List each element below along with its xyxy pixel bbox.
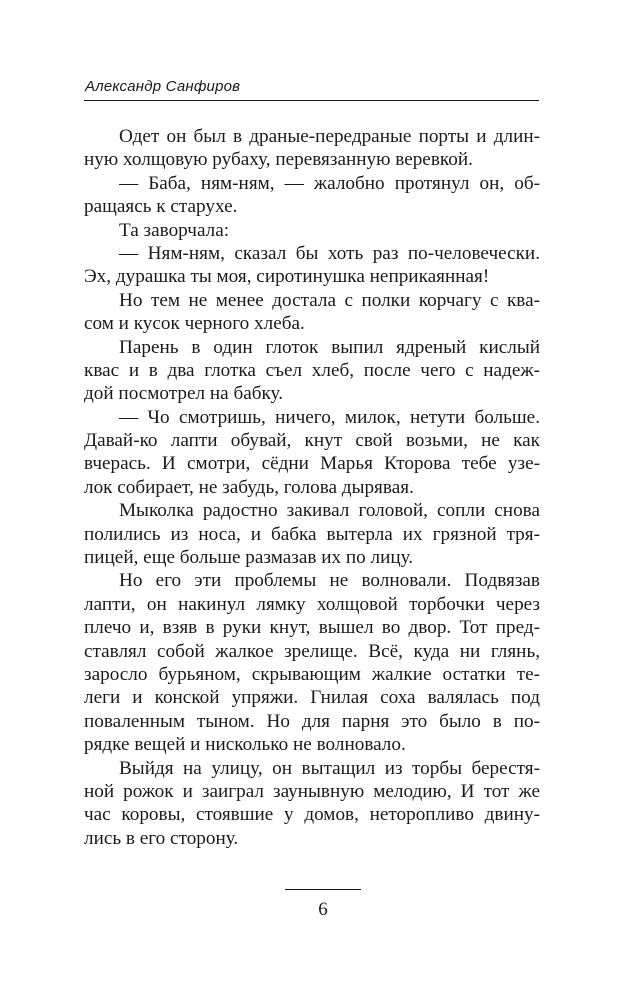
text-line: — Баба, ням-ням, — жалобно протянул он, об- [119,172,540,194]
text-line: поваленным тыном. Но для парня это было в по- [84,710,540,732]
text-line: ставлял собой жалкое зрелище. Всё, куда ни глянь, [84,640,540,662]
text-line: Одет он был в драные-передраные порты и длин- [119,126,540,147]
text-line: вчерась. И смотри, сёдни Марья Кторова тебе узе- [84,453,540,475]
text-line: Мыколка радостно закивал головой, сопли снова [119,500,540,522]
text-line: Выйдя на улицу, он вытащил из торбы берестя- [119,757,540,779]
text-line: сом и кусок черного хлеба. [84,313,305,335]
text-line: Та заворчала: [119,219,230,241]
text-line: Но тем не менее достала с полки корчагу с ква- [119,289,540,311]
text-line: Эх, дурашка ты моя, сиротинушка неприкаянная! [84,266,490,288]
text-line: заросло бурьяном, скрывающим жалкие остатки те- [84,663,540,685]
text-line: лапти, он накинул лямку холщовой торбочки через [84,593,540,615]
running-head-author: Александр Санфиров [85,78,241,95]
text-line: лись в его сторону. [84,827,239,849]
text-line: Давай-ко лапти обувай, кнут свой возьми, не как [84,430,540,452]
text-line: ной рожок и заиграл заунывную мелодию, И тот же [84,780,540,802]
text-line: — Чо смотришь, ничего, милок, нетути больше. [119,406,540,428]
text-line: полились из носа, и бабка вытерла их грязной тря- [84,523,540,545]
text-line: — Ням-ням, сказал бы хоть раз по-человечески. [119,242,540,264]
text-line: ную холщовую рубаху, перевязанную веревкой. [84,149,473,171]
header-rule [84,100,539,101]
text-line: дой посмотрел на бабку. [84,383,284,405]
text-line: пицей, еще больше размазав их по лицу. [84,547,414,569]
text-line: Парень в один глоток выпил ядреный кислый [119,336,540,358]
text-line: Но его эти проблемы не волновали. Подвязав [119,570,540,592]
text-line: час коровы, стоявшие у домов, неторопливо двину- [84,804,540,826]
text-line: леги и конской упряжи. Гнилая соха валялась под [84,687,540,709]
body-text [84,125,540,850]
text-line: квас и в два глотка съел хлеб, после чего с надеж- [84,359,540,381]
text-line: плечо и, взяв в руки кнут, вышел во двор. Тот пред- [84,617,540,639]
text-line: ращаясь к старухе. [84,196,238,218]
footer-rule [285,889,361,890]
page-number: 6 [318,899,328,920]
text-line: лок собирает, не забудь, голова дырявая. [84,476,414,498]
text-line: рядке вещей и нисколько не волновало. [84,734,406,756]
